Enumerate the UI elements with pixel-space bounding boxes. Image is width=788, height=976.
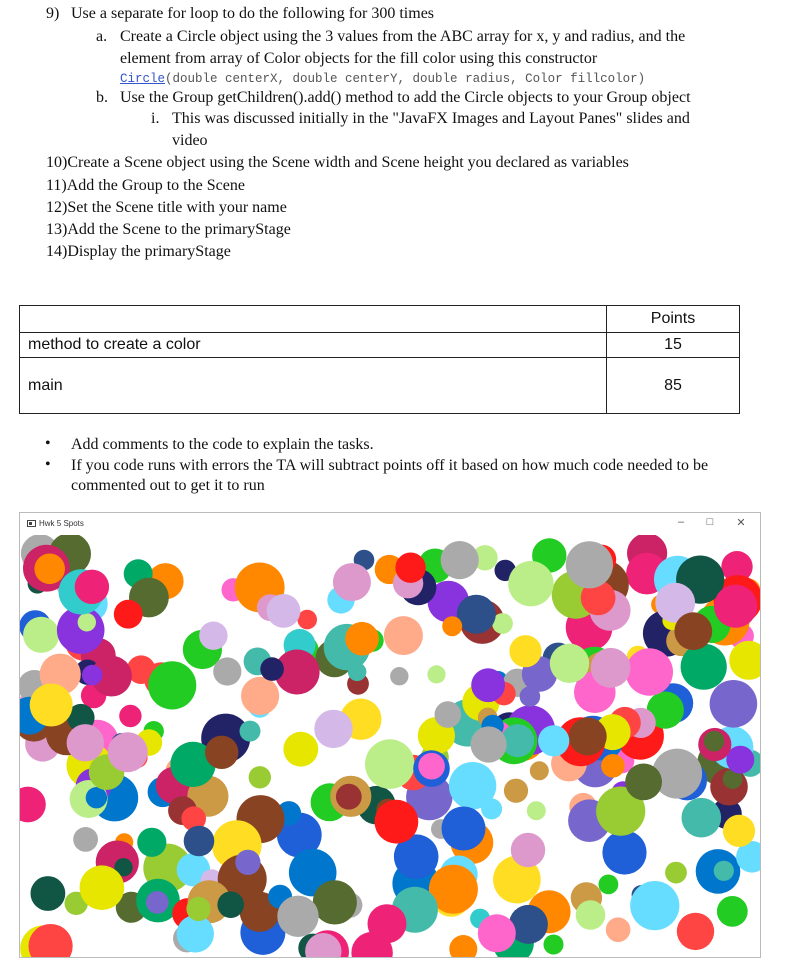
step-10: 10)Create a Scene object using the Scene width and Scene height you declared as variables [46,154,629,171]
spot-circle [630,881,679,930]
step-9a: a. Create a Circle object using the 3 values from the ABC array for x, y and radius, and the [96,28,686,45]
spot-circle [478,914,516,952]
spot-circle [213,657,241,685]
step-9b: b. Use the Group getChildren().add() method to add the Circle objects to your Group object [96,89,691,106]
spot-circle [441,541,479,579]
spot-circle [235,850,260,875]
javafx-window [19,512,761,958]
spot-circle [283,732,318,767]
spot-circle [723,815,755,847]
table-header-row [20,306,740,333]
spot-circle [368,904,407,943]
spot-circle [249,766,271,788]
spot-circle [599,875,619,895]
step-9a-continued: element from array of Color objects for the fill color using this constructor [120,50,598,67]
app-icon [27,520,36,527]
bullet-errors-continued: commented out to get it to run [71,477,265,494]
spot-circle [217,891,244,918]
spot-circle [375,800,419,844]
spot-circle [199,622,227,650]
spot-circle [681,644,727,690]
spot-circle [576,900,606,930]
spot-circle [520,686,541,707]
circle-class-link[interactable]: Circle [120,72,166,86]
spot-circle [314,710,352,748]
spot-circle [566,541,613,588]
spot-circle [390,667,408,685]
spot-circle [714,585,757,628]
spot-circle [114,600,143,629]
bullet-dot: • [45,435,51,452]
spot-circle [30,684,73,727]
spot-circle [260,657,284,681]
spot-circle [471,726,507,762]
spot-circle [86,787,107,808]
spot-circle [677,913,714,950]
spot-circle [146,891,169,914]
spot-circle [267,594,301,628]
spot-circle [137,828,166,857]
spot-circle [80,865,125,910]
spot-circle [148,661,196,709]
step-12: 12)Set the Scene title with your name [46,199,287,216]
task-cell: method to create a color [20,333,607,358]
spot-circle [710,680,758,728]
spot-circle [471,668,505,702]
bullet-comments: Add comments to the code to explain the tasks. [71,436,374,453]
spot-circle [82,665,103,686]
spot-circle [550,644,589,683]
table-row [20,358,740,414]
table-row [20,333,740,358]
spot-circle [457,595,496,634]
spot-circle [31,876,66,911]
minimize-button[interactable]: – [677,516,685,528]
maximize-button[interactable]: □ [706,516,714,528]
spot-circle [674,612,712,650]
window-title: Hwk 5 Spots [39,519,84,528]
spot-circle [509,635,541,667]
spot-circle [333,563,371,601]
points-table [19,305,740,414]
spot-circle [717,896,748,927]
spot-circle [511,833,545,867]
spot-circle [20,787,46,823]
spot-circle [205,736,238,769]
spot-circle [78,613,96,631]
spot-circle [345,622,379,656]
spot-circle [442,807,486,851]
spot-circle [186,897,210,921]
constructor-signature: Circle(double centerX, double centerY, double radius, Color fillcolor) [120,72,646,86]
spot-circle [508,561,553,606]
points-header: Points [607,306,740,333]
spot-circle [569,718,607,756]
spot-circle [336,784,362,810]
spot-circle [75,570,109,604]
spot-circle [606,917,631,942]
spot-circle [591,648,631,688]
spot-circle [241,677,279,715]
spot-circle [726,746,754,774]
spot-circle [23,617,59,653]
spot-circle [277,896,318,937]
spot-circle [682,798,722,838]
circles-canvas [20,535,760,957]
task-cell: main [20,358,607,414]
spot-circle [297,610,317,630]
spot-circle [504,779,528,803]
spot-circle [602,830,646,874]
spot-circle [626,648,673,695]
spot-circle [184,826,215,857]
step-14: 14)Display the primaryStage [46,243,231,260]
points-cell: 15 [607,333,740,358]
spot-circle [177,915,214,952]
spot-circle [601,754,625,778]
spot-circle [530,761,549,780]
spot-circle [442,616,462,636]
spot-circle [544,935,564,955]
window-titlebar[interactable] [20,513,760,535]
spot-circle [665,862,687,884]
spot-circle [427,665,445,683]
spot-circle [119,705,141,727]
spot-circle [704,731,725,752]
bullet-errors: If you code runs with errors the TA will subtract points off it based on how much code needed to be [71,457,709,474]
spot-circle [240,721,261,742]
spot-circle [365,739,415,789]
spot-circle [538,725,569,756]
points-cell: 85 [607,358,740,414]
spot-circle [714,861,734,881]
step-11: 11)Add the Group to the Scene [46,177,245,194]
close-button[interactable]: ✕ [736,517,746,529]
step-9b-i: i. This was discussed initially in the "JavaFX Images and Layout Panes" slides and [151,110,690,127]
spot-circle [481,798,502,819]
spot-circle [449,935,477,957]
header-empty-cell [20,306,607,333]
spot-circle [625,764,662,801]
spot-circle [73,827,98,852]
spot-circle [418,753,445,780]
spot-circle [34,554,65,585]
step-9b-i-continued: video [172,132,208,149]
spot-circle [395,553,425,583]
spot-circle [108,732,148,772]
spot-circle [435,701,462,728]
spot-circle [527,801,546,820]
spot-circle [313,880,357,924]
spot-circle [384,616,423,655]
spot-circle [67,724,104,761]
spot-circle [729,641,760,680]
bullet-dot: • [45,456,51,473]
step-9: 9) Use a separate for loop to do the following for 300 times [46,5,435,22]
step-13: 13)Add the Scene to the primaryStage [46,221,291,238]
